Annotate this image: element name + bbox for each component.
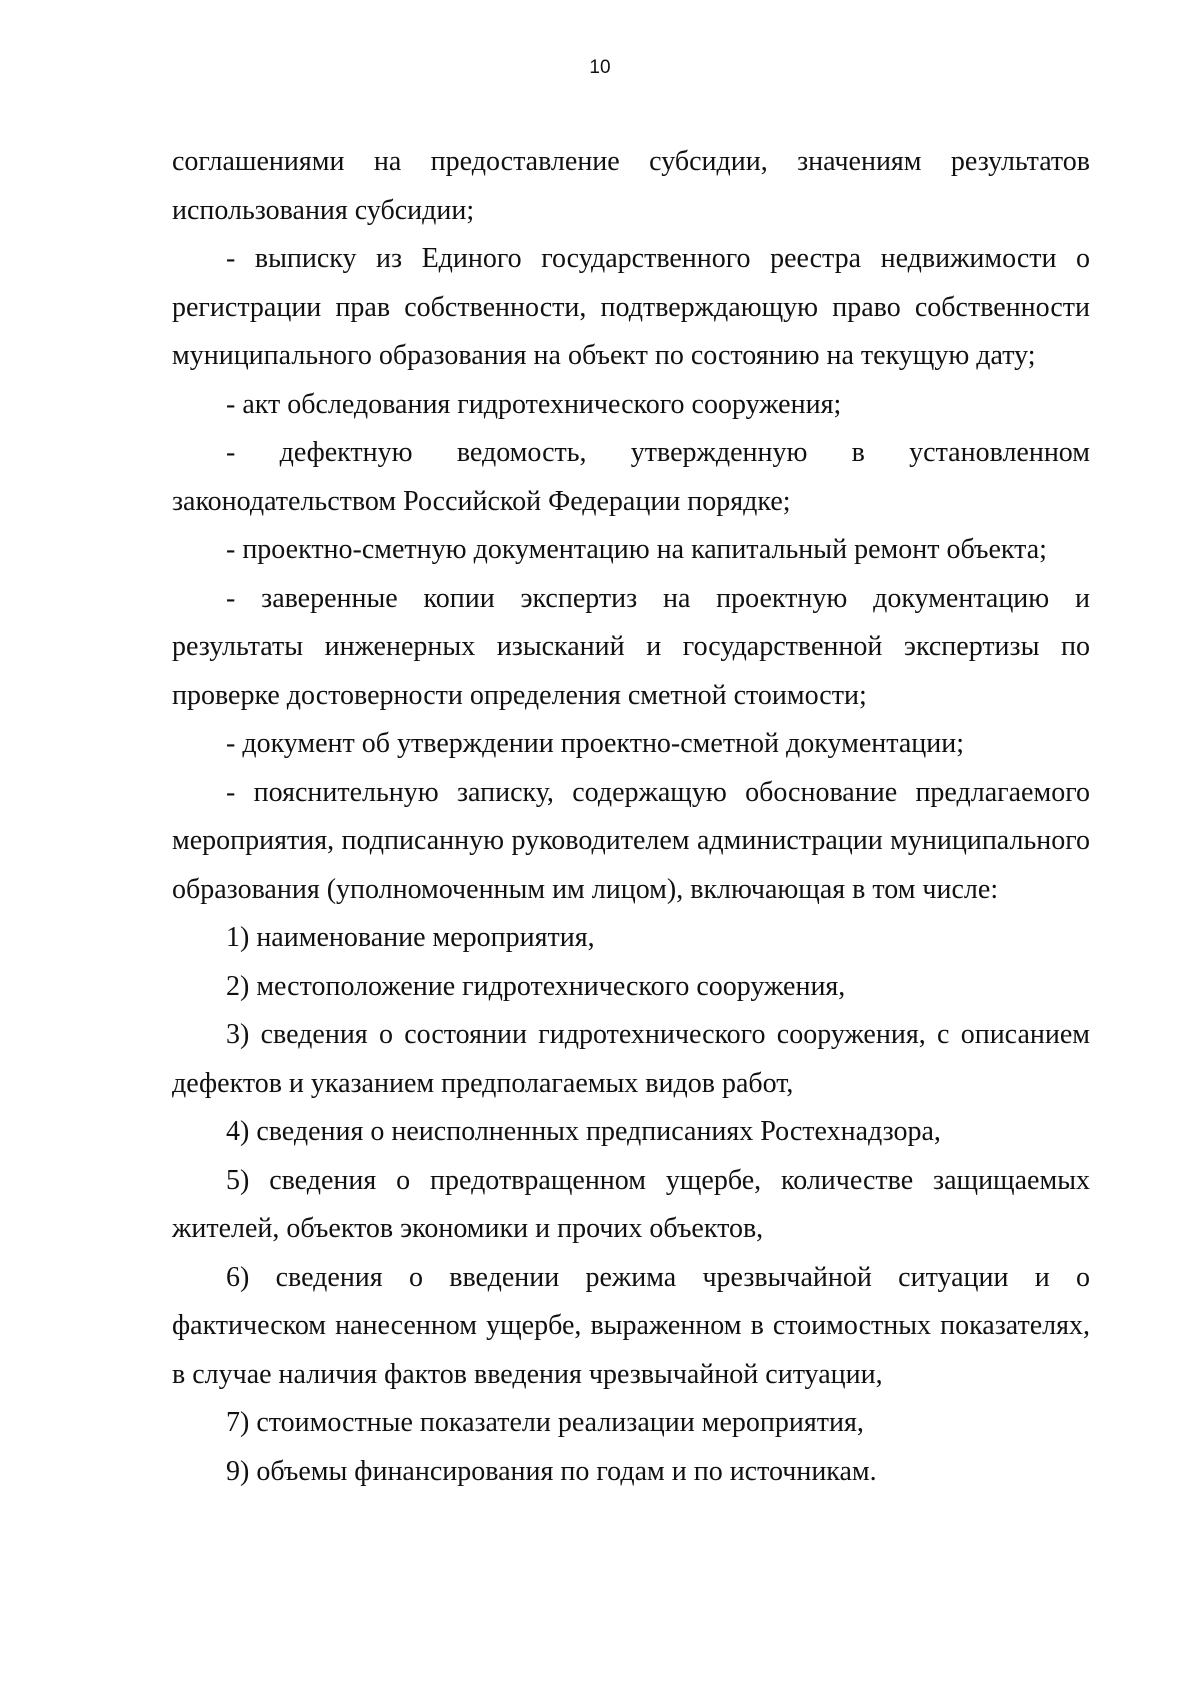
sub-item-2: 2) местоположение гидротехнического сооружения,: [226, 970, 846, 1002]
sub-item-3: 3) сведения о состоянии гидротехнического сооружения, с описанием дефектов и указанием предполагаемых видов работ,: [172, 1019, 1090, 1099]
sub-item-6: 6) сведения о введении режима чрезвычайной ситуации и о фактическом нанесенном ущербе, выраженном в стоимостных показателях, в случае наличия фактов введения чрезвычайной ситуации,: [172, 1261, 1090, 1390]
paragraph-continuation: соглашениями на предоставление субсидии, значениям результатов использования субсидии;: [172, 146, 1090, 226]
sub-item-9: 9) объемы финансирования по годам и по источникам.: [226, 1455, 877, 1487]
list-item-inspection-act: - акт обследования гидротехнического сооружения;: [226, 388, 842, 420]
sub-item-7: 7) стоимостные показатели реализации мероприятия,: [226, 1407, 864, 1438]
document-body: [172, 138, 1090, 1496]
sub-item-1: 1) наименование мероприятия,: [226, 922, 595, 953]
list-item-defect-statement: - дефектную ведомость, утвержденную в установленном законодательством Российской Федерации порядке;: [172, 437, 1090, 517]
page-number: 10: [589, 57, 611, 78]
list-item-approval-document: - документ об утверждении проектно-сметной документации;: [226, 728, 964, 759]
list-item-explanatory-note: - пояснительную записку, содержащую обоснование предлагаемого мероприятия, подписанную руководителем администрации муниципального образования (уполномоченным им лицом), включающая в том числе:: [172, 776, 1090, 905]
list-item-expertise-copies: - заверенные копии экспертиз на проектную документацию и результаты инженерных изысканий и государственной экспертизы по проверке достоверности определения сметной стоимости;: [172, 582, 1090, 711]
sub-item-5: 5) сведения о предотвращенном ущербе, количестве защищаемых жителей, объектов экономики и прочих объектов,: [172, 1164, 1090, 1244]
sub-item-4: 4) сведения о неисполненных предписаниях Ростехнадзора,: [226, 1116, 941, 1147]
list-item-egrn-extract: - выписку из Единого государственного реестра недвижимости о регистрации прав собственности, подтверждающую право собственности муниципального образования на объект по состоянию на текущую дату;: [172, 243, 1090, 371]
list-item-design-estimate: - проектно-сметную документацию на капитальный ремонт объекта;: [226, 534, 1047, 565]
